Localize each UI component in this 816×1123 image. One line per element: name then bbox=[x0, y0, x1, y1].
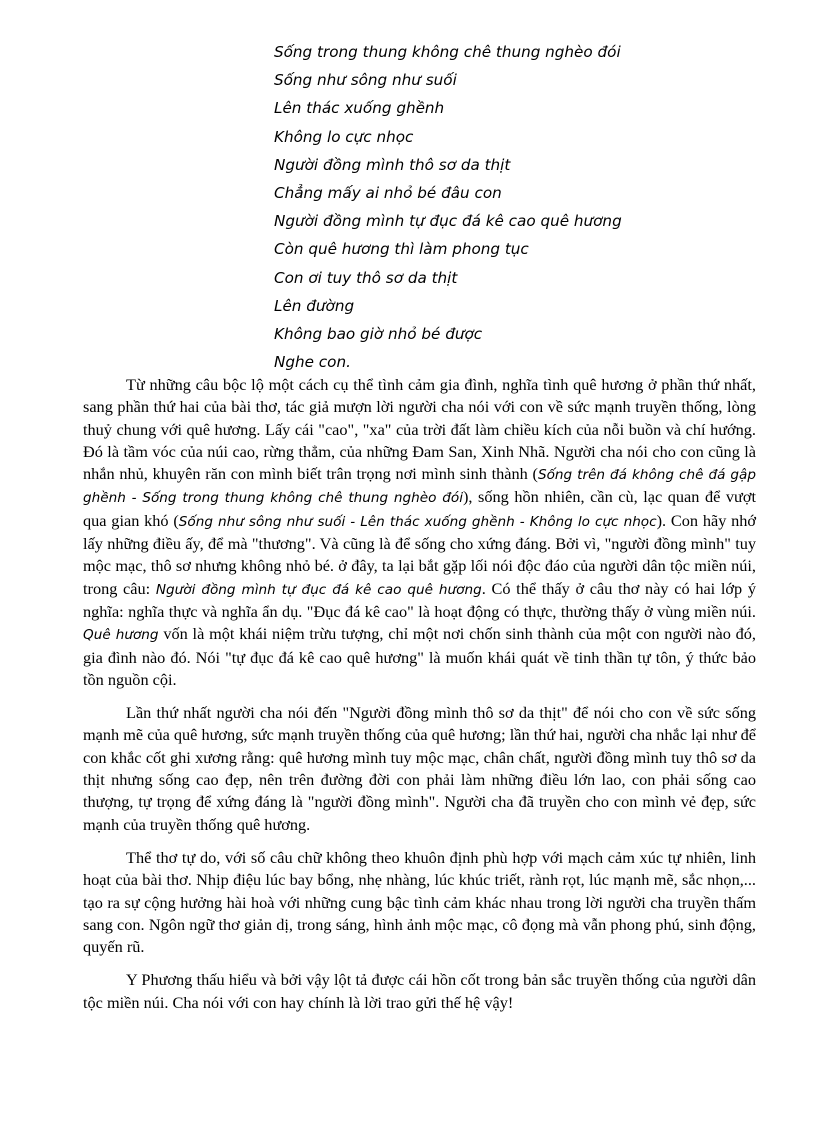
poem-line: Người đồng mình thô sơ da thịt bbox=[274, 155, 511, 174]
poem-line: Chẳng mấy ai nhỏ bé đâu con bbox=[274, 184, 502, 203]
paragraph-1-text: Từ những câu bộc lộ một cách cụ thể tình cảm gia đình, nghĩa tình quê hương ở phần thứ nhất, sang phần thứ hai của bài thơ, tác giả mượn lời người cha nói với con về sức mạnh truyền thống, lòng thuỷ chung với quê hương. Lấy cái "cao", "xa" của trời đất làm chiều kích của nỗi buồn và chí hướng. Đó là tầm vóc của núi cao, rừng thẳm, của những Đam San, Xinh Nhã. Người cha nói cho con cũng là nhắn nhủ, khuyên răn con mình biết trân trọng nơi mình sinh thành ( bbox=[83, 375, 756, 484]
poem-line: Sống trong thung không chê thung nghèo đói bbox=[274, 43, 621, 61]
paragraph-1-text: ), sống hồn nhiên, cần cù, lạc quan để vượt qua gian khó ( bbox=[83, 487, 756, 530]
paragraph-1-text: . Có thể thấy ở câu thơ này có hai lớp ý nghĩa: nghĩa thực và nghĩa ẩn dụ. "Đục đá kê cao" là hoạt động có thực, thường thấy ở vùng miền núi. bbox=[83, 578, 757, 621]
paragraph-3: Thể thơ tự do, với số câu chữ không theo khuôn định phù hợp với mạch cảm xúc tự nhiên, linh hoạt của bài thơ. Nhịp điệu lúc bay bổng, nhẹ nhàng, lúc khúc triết, rành rọt, lúc mạnh mẽ, sắc nhọn,... tạo ra sự cộng hưởng hài hoà với những cung bậc tình cảm khác nhau trong lời người cha truyền thấm sang con. Ngôn ngữ thơ giản dị, trong sáng, hình ảnh mộc mạc, cô đọng mà vẫn phong phú, sinh động, quyến rũ. bbox=[83, 847, 756, 957]
paragraph-1-text: vốn là một khái niệm trừu tượng, chỉ một nơi chốn sinh thành của một con người nào đó, gia đình nào đó. Nói "tự đục đá kê cao quê hương" là muốn khái quát về tinh thần tự tôn, ý thức bảo tồn nguồn cội. bbox=[83, 624, 757, 689]
poem-line: Lên thác xuống ghềnh bbox=[274, 99, 445, 118]
poem-excerpt bbox=[274, 38, 754, 376]
poem-line: Người đồng mình tự đục đá kê cao quê hương bbox=[274, 212, 622, 231]
essay-body bbox=[83, 374, 756, 1025]
paragraph-2: Lần thứ nhất người cha nói đến "Người đồng mình thô sơ da thịt" để nói cho con về sức sống mạnh mẽ của quê hương, sức mạnh truyền thống của quê hương; lần thứ hai, người cha nhắc lại như để con khắc cốt ghi xương rằng: quê hương mình tuy mộc mạc, chân chất, người đồng mình tuy thô sơ da thịt nhưng sống cao đẹp, nên trên đường đời con phải làm những điều lớn lao, con phải sống cao thượng, tự trọng để xứng đáng là "người đồng mình". Người cha đã truyền cho con mình vẻ đẹp, sức mạnh của truyền thống quê hương. bbox=[83, 703, 756, 834]
quote-2: Sống như sông như suối - Lên thác xuống ghềnh - Không lo cực nhọc bbox=[178, 513, 657, 530]
paragraph-1 bbox=[83, 374, 756, 691]
poem-line: Con ơi tuy thô sơ da thịt bbox=[274, 268, 458, 287]
poem-line: Còn quê hương thì làm phong tục bbox=[274, 240, 529, 259]
quote-1: Sống trên đá không chê đá gập ghềnh - Sống trong thung không chê thung nghèo đói bbox=[83, 467, 756, 507]
poem-line: Không bao giờ nhỏ bé được bbox=[274, 325, 483, 344]
poem-line: Không lo cực nhọc bbox=[274, 127, 414, 146]
poem-line: Sống như sông như suối bbox=[274, 71, 457, 90]
poem-line: Nghe con. bbox=[274, 353, 351, 372]
poem-line: Lên đường bbox=[274, 296, 355, 315]
paragraph-1-text: ). Con hãy nhớ lấy những điều ấy, để mà "thương". Và cũng là để sống cho xứng đáng. Bởi vì, "người đồng mình" tuy mộc mạc, thô sơ nhưng không nhỏ bé. ở đây, ta lại bắt gặp lối nói độc đáo của người dân tộc miền núi, trong câu: bbox=[83, 510, 757, 598]
quote-3: Người đồng mình tự đục đá kê cao quê hương bbox=[155, 581, 482, 598]
quote-4: Quê hương bbox=[83, 627, 159, 644]
paragraph-4: Y Phương thấu hiểu và bởi vậy lột tả được cái hồn cốt trong bản sắc truyền thống của người dân tộc miền núi. Cha nói với con hay chính là lời trao gửi thế hệ vậy! bbox=[83, 970, 756, 1012]
